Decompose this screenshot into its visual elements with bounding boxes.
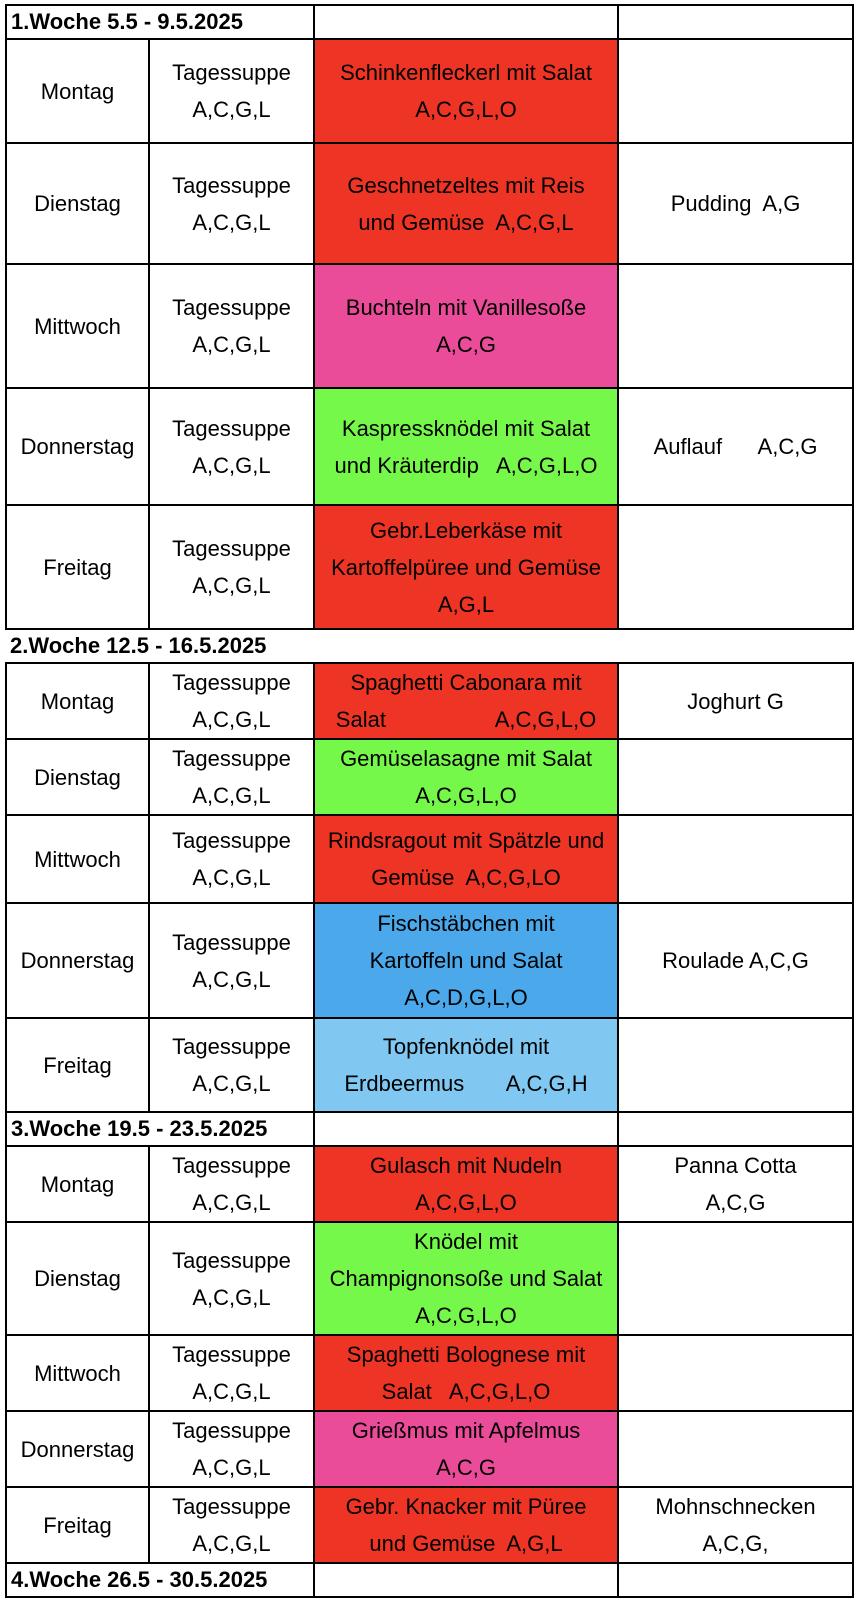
soup-cell — [149, 1146, 314, 1222]
text-line: Schinkenfleckerl mit Salat — [340, 60, 592, 85]
text-line: und Kräuterdip A,C,G,L,O — [334, 452, 598, 478]
main-dish-cell — [314, 903, 618, 1018]
dessert-cell — [618, 1487, 853, 1563]
soup-cell — [149, 1411, 314, 1487]
empty-cell — [314, 1563, 618, 1597]
day-row — [6, 815, 853, 903]
text-line: Auflauf A,C,G — [653, 434, 818, 459]
text-line: Gemüselasagne mit Salat — [340, 746, 592, 771]
soup-cell — [149, 1018, 314, 1112]
day-name: Freitag — [6, 1018, 149, 1112]
dessert-cell — [618, 388, 853, 505]
text-line: Gulasch mit Nudeln — [370, 1153, 562, 1178]
empty-cell — [618, 5, 853, 39]
day-row — [6, 1146, 853, 1222]
dessert-cell — [618, 739, 853, 815]
text-line: Topfenknödel mit — [382, 1034, 550, 1059]
dessert-cell — [618, 1335, 853, 1411]
day-name: Montag — [6, 39, 149, 143]
menu-body — [6, 5, 853, 1597]
soup-cell — [149, 505, 314, 629]
main-dish-cell — [314, 1018, 618, 1112]
text-line: A,C,G,L,O — [415, 97, 517, 122]
text-line: Champignonsoße und Salat — [329, 1266, 603, 1291]
soup-cell — [149, 903, 314, 1018]
text-line: A,C,G,L — [192, 1379, 271, 1404]
main-dish-cell — [314, 1335, 618, 1411]
main-dish-cell — [314, 815, 618, 903]
empty-cell — [618, 1563, 853, 1597]
soup-cell — [149, 388, 314, 505]
text-line: A,C,G — [705, 1190, 766, 1215]
day-row — [6, 1222, 853, 1335]
text-line: Tagessuppe — [172, 1418, 291, 1443]
weekly-menu-table — [5, 4, 854, 1598]
dessert-cell — [618, 1411, 853, 1487]
text-line: Tagessuppe — [172, 536, 291, 561]
text-line: A,C,G,L — [192, 573, 271, 598]
soup-cell — [149, 143, 314, 264]
text-line: Tagessuppe — [172, 929, 291, 955]
text-line: A,C,G,L — [192, 209, 271, 235]
text-line: Kartoffeln und Salat — [369, 948, 563, 973]
text-line: A,C,G, — [702, 1531, 769, 1556]
text-line: Gebr. Knacker mit Püree — [345, 1494, 587, 1519]
dessert-cell — [618, 903, 853, 1018]
day-row — [6, 39, 853, 143]
text-line: Tagessuppe — [172, 1034, 291, 1059]
empty-cell — [314, 1112, 618, 1146]
text-line: Kaspressknödel mit Salat — [341, 415, 591, 441]
day-name: Mittwoch — [6, 264, 149, 388]
soup-cell — [149, 39, 314, 143]
day-row — [6, 388, 853, 505]
text-line: A,C,G,L — [192, 332, 271, 357]
text-line: A,C,G,L — [192, 1455, 271, 1480]
text-line: Tagessuppe — [172, 670, 291, 695]
text-line: Geschnetzeltes mit Reis — [347, 172, 585, 198]
text-line: A,C,G,L — [192, 97, 271, 122]
main-dish-cell — [314, 264, 618, 388]
text-line: A,C,G,L,O — [415, 1190, 517, 1215]
week-title: 3.Woche 19.5 - 23.5.2025 — [6, 1112, 314, 1146]
text-line: A,C,G,L — [192, 966, 271, 992]
week-header-row — [6, 1112, 853, 1146]
text-line: Gemüse A,C,G,LO — [371, 865, 561, 890]
text-line: Roulade A,C,G — [662, 948, 809, 973]
day-name: Dienstag — [6, 143, 149, 264]
text-line: Tagessuppe — [172, 746, 291, 771]
text-line: A,C,G — [436, 1455, 496, 1480]
text-line: A,C,G — [436, 332, 496, 357]
main-dish-cell — [314, 1146, 618, 1222]
text-line: Tagessuppe — [172, 172, 291, 198]
text-line: Pudding A,G — [670, 191, 801, 216]
text-line: Tagessuppe — [172, 1247, 291, 1273]
text-line: Spaghetti Bolognese mit — [346, 1342, 586, 1367]
day-name: Donnerstag — [6, 1411, 149, 1487]
text-line: A,C,G,L,O — [415, 783, 517, 808]
dessert-cell — [618, 143, 853, 264]
text-line: A,C,G,L — [192, 1284, 271, 1310]
text-line: Salat A,C,G,L,O — [335, 707, 597, 732]
text-line: A,C,G,L — [192, 707, 271, 732]
text-line: A,C,G,L — [192, 1071, 271, 1096]
main-dish-cell — [314, 388, 618, 505]
dessert-cell — [618, 1018, 853, 1112]
main-dish-cell — [314, 143, 618, 264]
text-line: Gebr.Leberkäse mit — [370, 517, 562, 543]
dessert-cell — [618, 264, 853, 388]
day-row — [6, 739, 853, 815]
text-line: Fischstäbchen mit — [377, 911, 555, 936]
day-name: Freitag — [6, 1487, 149, 1563]
text-line: Spaghetti Cabonara mit — [350, 670, 582, 695]
text-line: A,C,G,L — [192, 783, 271, 808]
day-row — [6, 903, 853, 1018]
dessert-cell — [618, 39, 853, 143]
dessert-cell — [618, 815, 853, 903]
main-dish-cell — [314, 39, 618, 143]
text-line: A,C,G,L — [192, 865, 271, 890]
main-dish-cell — [314, 505, 618, 629]
text-line: Tagessuppe — [172, 60, 291, 85]
text-line: Tagessuppe — [172, 1342, 291, 1367]
empty-cell — [314, 5, 618, 39]
day-row — [6, 143, 853, 264]
text-line: Knödel mit — [414, 1229, 518, 1254]
text-line: Kartoffelpüree und Gemüse — [331, 554, 601, 580]
text-line: und Gemüse A,C,G,L — [358, 209, 574, 235]
text-line: Joghurt G — [687, 688, 784, 714]
text-line: Grießmus mit Apfelmus — [351, 1418, 581, 1443]
soup-cell — [149, 1335, 314, 1411]
day-name: Montag — [6, 663, 149, 739]
text-line: Salat A,C,G,L,O — [381, 1379, 551, 1404]
text-line: A,C,G,L,O — [415, 1303, 517, 1328]
text-line: Mohnschnecken — [655, 1494, 816, 1519]
day-name: Freitag — [6, 505, 149, 629]
main-dish-cell — [314, 663, 618, 739]
dessert-cell — [618, 1222, 853, 1335]
day-row — [6, 1487, 853, 1563]
day-name: Donnerstag — [6, 903, 149, 1018]
main-dish-cell — [314, 739, 618, 815]
text-line: Tagessuppe — [172, 295, 291, 320]
week-title: 1.Woche 5.5 - 9.5.2025 — [6, 5, 314, 39]
text-line: Panna Cotta — [674, 1153, 797, 1178]
soup-cell — [149, 264, 314, 388]
day-row — [6, 264, 853, 388]
day-row — [6, 1018, 853, 1112]
text-line: Erdbeermus A,C,G,H — [344, 1071, 588, 1096]
day-name: Montag — [6, 1146, 149, 1222]
day-row — [6, 663, 853, 739]
week-header-row — [6, 629, 853, 663]
text-line: A,C,D,G,L,O — [404, 985, 528, 1010]
day-name: Mittwoch — [6, 815, 149, 903]
soup-cell — [149, 1222, 314, 1335]
soup-cell — [149, 815, 314, 903]
soup-cell — [149, 663, 314, 739]
week-header-row — [6, 5, 853, 39]
day-name: Dienstag — [6, 1222, 149, 1335]
main-dish-cell — [314, 1411, 618, 1487]
text-line: Tagessuppe — [172, 1153, 291, 1178]
day-name: Donnerstag — [6, 388, 149, 505]
day-name: Mittwoch — [6, 1335, 149, 1411]
day-name: Dienstag — [6, 739, 149, 815]
dessert-cell — [618, 663, 853, 739]
text-line: Rindsragout mit Spätzle und — [327, 828, 605, 853]
day-row — [6, 1335, 853, 1411]
text-line: Tagessuppe — [172, 1494, 291, 1519]
day-row — [6, 505, 853, 629]
text-line: A,G,L — [437, 591, 495, 617]
text-line: Tagessuppe — [172, 415, 291, 441]
day-row — [6, 1411, 853, 1487]
dessert-cell — [618, 505, 853, 629]
text-line: A,C,G,L — [192, 1531, 271, 1556]
empty-cell — [618, 1112, 853, 1146]
week-header-row — [6, 1563, 853, 1597]
main-dish-cell — [314, 1222, 618, 1335]
text-line: A,C,G,L — [192, 1190, 271, 1215]
text-line: A,C,G,L — [192, 452, 271, 478]
week-title: 2.Woche 12.5 - 16.5.2025 — [6, 629, 853, 663]
dessert-cell — [618, 1146, 853, 1222]
week-title: 4.Woche 26.5 - 30.5.2025 — [6, 1563, 314, 1597]
soup-cell — [149, 1487, 314, 1563]
text-line: Tagessuppe — [172, 828, 291, 853]
text-line: und Gemüse A,G,L — [369, 1531, 563, 1556]
soup-cell — [149, 739, 314, 815]
main-dish-cell — [314, 1487, 618, 1563]
text-line: Buchteln mit Vanillesoße — [345, 295, 587, 320]
